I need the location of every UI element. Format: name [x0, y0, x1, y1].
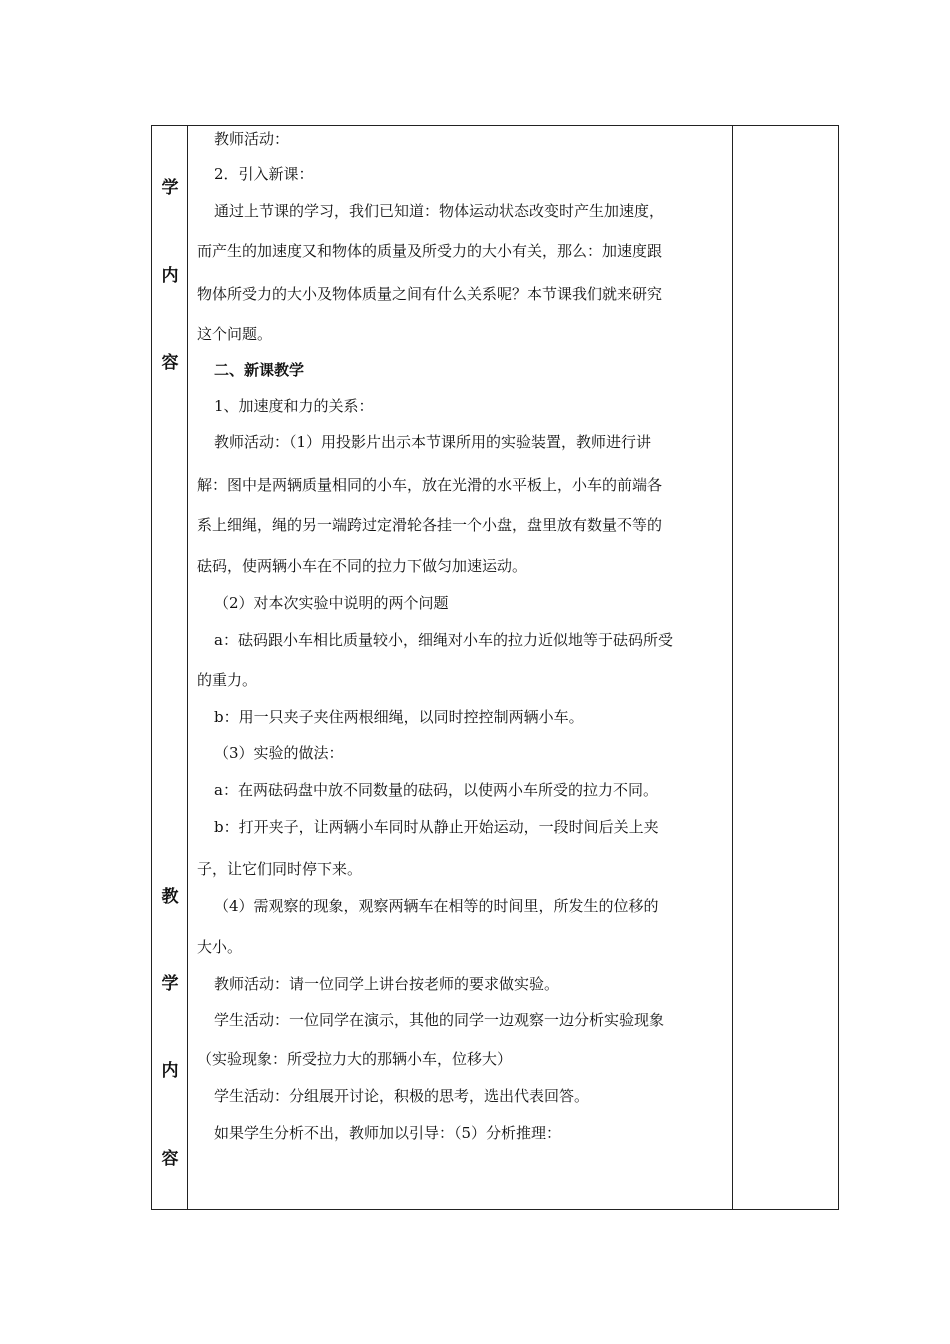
side-label-char: 内 [161, 266, 179, 286]
section-heading: 二、新课教学 [214, 361, 305, 379]
text-line: 1、加速度和力的关系： [214, 397, 374, 415]
text-line: 2．引入新课： [214, 165, 314, 183]
text-line: 如果学生分析不出，教师加以引导：（5）分析推理： [214, 1124, 562, 1142]
side-label-char: 学 [161, 974, 179, 994]
side-label-char: 容 [161, 353, 179, 373]
text-line: 学生活动：一位同学在演示，其他的同学一边观察一边分析实验现象 [214, 1011, 665, 1029]
text-line: （3）实验的做法： [214, 744, 344, 762]
text-line: （2）对本次实验中说明的两个问题 [214, 594, 449, 612]
text-line: 这个问题。 [197, 325, 273, 343]
text-line: 教师活动：（1）用投影片出示本节课所用的实验装置，教师进行讲 [214, 433, 652, 451]
side-label-char: 教 [161, 887, 179, 907]
text-line: （4）需观察的现象，观察两辆车在相等的时间里，所发生的位移的 [214, 897, 659, 915]
side-label-char: 内 [161, 1061, 179, 1081]
text-line: （实验现象：所受拉力大的那辆小车，位移大） [197, 1050, 513, 1068]
notes-column [732, 126, 838, 1209]
text-line: 砝码，使两辆小车在不同的拉力下做匀加速运动。 [197, 557, 528, 575]
text-line: b：打开夹子，让两辆小车同时从静止开始运动，一段时间后关上夹 [214, 818, 659, 836]
text-line: 教师活动：请一位同学上讲台按老师的要求做实验。 [214, 975, 560, 993]
text-line: 子，让它们同时停下来。 [197, 860, 363, 878]
text-line: a：砝码跟小车相比质量较小，细绳对小车的拉力近似地等于砝码所受 [214, 631, 673, 649]
text-line: a：在两砝码盘中放不同数量的砝码，以使两小车所受的拉力不同。 [214, 781, 658, 799]
text-line: 系上细绳，绳的另一端跨过定滑轮各挂一个小盘，盘里放有数量不等的 [197, 516, 663, 534]
side-label-char: 学 [161, 178, 179, 198]
text-line: 通过上节课的学习，我们已知道：物体运动状态改变时产生加速度， [214, 202, 665, 220]
text-line: 学生活动：分组展开讨论，积极的思考，选出代表回答。 [214, 1087, 590, 1105]
text-line: 解：图中是两辆质量相同的小车，放在光滑的水平板上，小车的前端各 [197, 476, 663, 494]
text-line: 教师活动： [214, 130, 290, 148]
text-line: 的重力。 [197, 671, 258, 689]
text-line: 大小。 [197, 938, 243, 956]
side-label-char: 容 [161, 1149, 179, 1169]
text-line: 物体所受力的大小及物体质量之间有什么关系呢？本节课我们就来研究 [197, 285, 663, 303]
text-line: 而产生的加速度又和物体的质量及所受力的大小有关，那么：加速度跟 [197, 242, 663, 260]
text-line: b：用一只夹子夹住两根细绳，以同时控控制两辆小车。 [214, 708, 584, 726]
side-label-column [152, 126, 188, 1209]
